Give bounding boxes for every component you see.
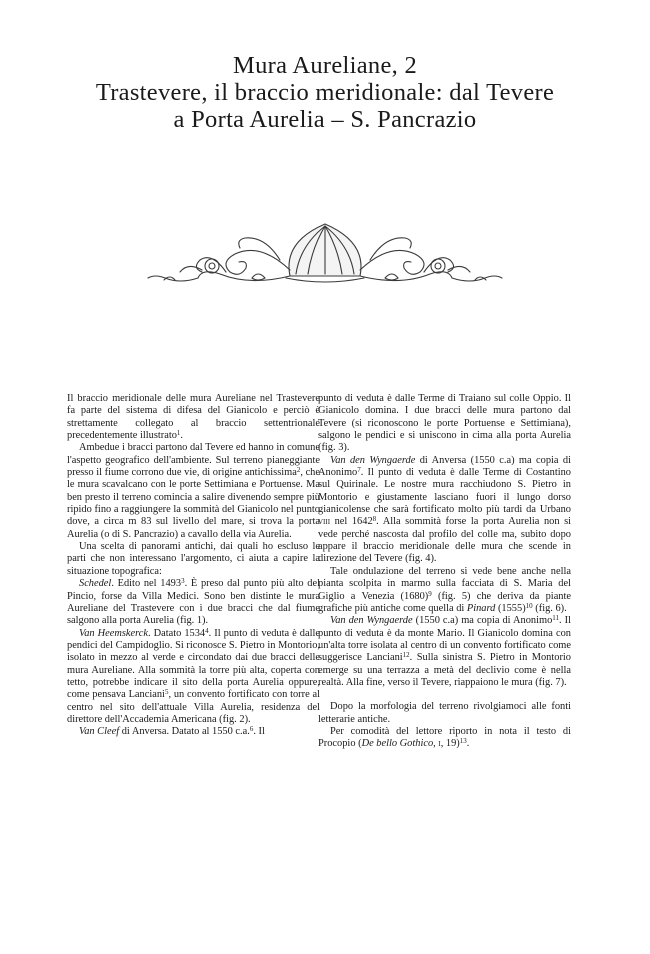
paragraph — [67, 726, 320, 738]
paragraph-text: Il braccio meridionale delle mura Aureliane nel Trastevere fa parte del sistema di difesa del Gianicolo e perciò è strettamente collegato al braccio settentrionale precedentemente illustrato — [67, 393, 320, 442]
footnote-ref[interactable]: 8 — [372, 515, 377, 524]
paragraph-text: . Datato 1534 — [148, 627, 206, 639]
paragraph-text: Per comodità del lettore riporto in nota il testo di Procopio ( — [318, 725, 571, 750]
paragraph — [318, 455, 571, 566]
footnote-ref[interactable]: 13 — [459, 737, 467, 746]
roman-numeral: viii — [318, 516, 331, 528]
author-name: Pinard — [466, 602, 496, 614]
title-line-3: a Porta Aurelia – S. Pancrazio — [173, 106, 477, 133]
chapter-title — [0, 52, 650, 133]
paragraph-text: , che le mura scavalcano con le porte Settimiana e Portuense. Ma ben presto il terreno comincia a salire divenendo sempre più ripido fino a raggiungere la sommità del Gianicolo nel punto dove, a circa m 83 sul livello del mare, si trova la porta Aurelia (o di S. Pancrazio) a cavallo della via Aurelia. — [67, 467, 320, 540]
paragraph-text: , — [433, 738, 439, 750]
paragraph-text: . Alla sommità forse la porta Aurelia non si vede perché nascosta dal profilo del colle ma, subito dopo appare il braccio meridionale delle mura che scende in direzione del Tevere (fig. 4). — [318, 516, 572, 565]
title-line-2: Trastevere, il braccio meridionale: dal Tevere — [95, 79, 555, 106]
paragraph — [67, 628, 320, 727]
footnote-ref[interactable]: 7 — [357, 466, 361, 475]
paragraph-text: di Anversa. Datato al 1550 c.a. — [119, 726, 250, 738]
paragraph: punto di veduta è dalle Terme di Traiano sul colle Oppio. Il Gianicolo domina. I due bracci delle mura partono dal Tevere (si riconoscono le porte Portuense e Settimiana), salgono le pendici e si uniscono in cima alla porta Aurelia (fig. 3). — [318, 393, 571, 454]
paragraph-text: (fig. 6). — [532, 602, 567, 614]
paragraph: Dopo la morfologia del terreno rivolgiamoci alle fonti letterarie antiche. — [318, 701, 571, 725]
footnote-ref[interactable]: 6 — [249, 725, 254, 734]
author-name: Van den Wyngaerde — [330, 454, 416, 466]
paragraph-text: (1555) — [495, 602, 526, 614]
author-name: Schedel — [79, 578, 112, 590]
acanthus-shell-ornament-icon — [140, 212, 510, 292]
paragraph — [67, 393, 320, 442]
roman-numeral: i — [438, 738, 441, 750]
text-column-right — [318, 393, 571, 751]
footnote-ref[interactable]: 1 — [176, 429, 181, 438]
footnote-ref[interactable]: 5 — [164, 688, 169, 697]
text-column-left — [67, 393, 320, 739]
paragraph: Una scelta di panorami antichi, dai quali ho escluso le parti che non interessano l'argomento, ci aiuta a capire la situazione topografica: — [67, 541, 320, 577]
paragraph — [318, 566, 571, 615]
paragraph-text: , 19) — [440, 738, 460, 750]
paragraph — [318, 615, 571, 689]
paragraph-text: . Il — [253, 726, 265, 738]
author-name: Van Cleef — [79, 726, 120, 738]
paragraph-text: . È preso dal punto più alto del Pincio, forse da Villa Medici. Sono ben distinte le mura Aureliane del Trastevere con i due bracci che dal fiume salgono alla porta Aurelia (fig. 1). — [67, 578, 320, 627]
paragraph-text: . Il punto di veduta è da monte Mario. Il Gianicolo domina con un'alta torre isolata al centro di un convento fortificato come suggerisce Lanciani — [318, 615, 571, 664]
author-name: Van den Wyngaerde — [330, 615, 413, 627]
footnote-ref[interactable]: 4 — [205, 626, 209, 635]
paragraph-text: (1550 c.a) ma copia di Anonimo — [412, 615, 553, 627]
paragraph-text: Ambedue i bracci partono dal Tevere ed hanno in comune l'aspetto geografico dell'ambiente. Sul terreno pianeggiante presso il fiume corrono due vie, di origine antichissima — [67, 442, 320, 479]
paragraph-text: di Anversa (1550 c.a) ma copia di Anonimo — [318, 454, 571, 479]
paragraph-text: . Il punto di veduta è dalle Terme di Costantino sul Quirinale. Le nostre mura racchiudono S. Pietro in Montorio e giustamente lasciano fuori il lungo dorso gianicolense che sarà fortificato molto più tardi da Urbano — [318, 467, 571, 516]
paragraph-text: . Edito nel 1493 — [111, 578, 182, 590]
footnote-ref[interactable]: 3 — [181, 577, 185, 586]
paragraph-text: nel 1642 — [330, 516, 373, 528]
paragraph-text: Tale ondulazione del terreno si vede bene anche nella pianta scolpita in marmo sulla facciata di S. Maria del Giglio a Venezia (1680) — [318, 565, 571, 602]
paragraph — [67, 442, 320, 541]
paragraph-text: , un convento fortificato con torre al centro nel sito dell'attuale Villa Aurelia, residenza del direttore dell'Accademia Americana (fig. 2). — [67, 689, 320, 725]
footnote-ref[interactable]: 11 — [552, 614, 560, 623]
paragraph-text: (fig. 5) che deriva da piante grafiche più antiche come quella di — [318, 590, 571, 614]
work-title: De bello Gothico — [361, 738, 434, 750]
author-name: Van Heemskerck — [79, 627, 148, 639]
paragraph — [318, 726, 571, 751]
paragraph — [67, 578, 320, 627]
footnote-ref[interactable]: 2 — [296, 466, 301, 475]
paragraph-text: . Il punto di veduta è dalle pendici del Campidoglio. Si riconosce S. Pietro in Montorio, isolato in mezzo al verde e circondato dai due bracci delle mura Aureliane. Alla sommità la torre più alta, coperta con tetto, potrebbe indicare il sito della porta Aurelia oppure, come pensava Lanciani — [67, 627, 320, 701]
paragraph-text: . — [466, 738, 470, 750]
title-line-1: Mura Aureliane, 2 — [232, 52, 418, 79]
paragraph-text: . Sulla sinistra S. Pietro in Montorio emerge su una terrazza a metà del declivio come è nella realtà. Alla fine, verso il Tevere, riappaiono le mura (fig. 7). — [318, 652, 571, 688]
footnote-ref[interactable]: 9 — [428, 589, 432, 598]
paragraph-text: . — [180, 430, 184, 442]
footnote-ref[interactable]: 10 — [525, 601, 533, 610]
footnote-ref[interactable]: 12 — [402, 651, 410, 660]
